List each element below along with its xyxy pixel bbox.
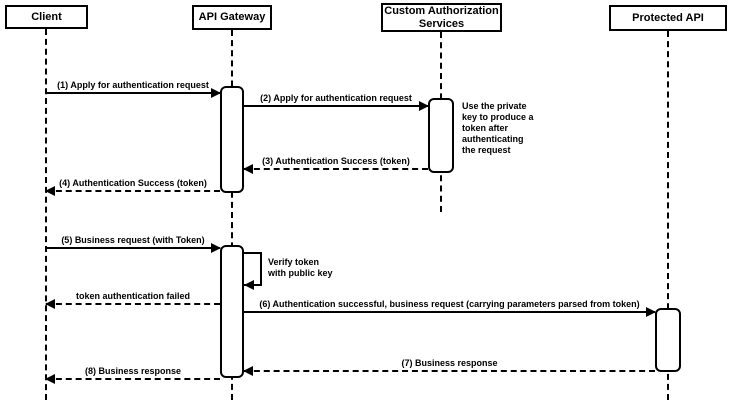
arrowhead-left-icon — [243, 164, 253, 174]
participant-protected-api — [609, 5, 727, 31]
activation-api-gateway-business — [220, 245, 244, 378]
note-line3: token after — [462, 123, 509, 133]
message-4-label: (4) Authentication Success (token) — [59, 178, 207, 188]
activation-custom-authorization-services — [428, 98, 454, 173]
arrowhead-right-icon — [211, 88, 221, 98]
message-8-line — [46, 378, 220, 380]
participant-client-label: Client — [31, 10, 62, 23]
arrowhead-left-icon — [45, 299, 55, 309]
message-5-line — [46, 247, 220, 249]
message-7-line — [244, 370, 655, 372]
message-7-label: (7) Business response — [401, 358, 498, 368]
participant-custom-authorization-services — [381, 3, 502, 32]
message-3-authentication-success — [244, 154, 428, 170]
message-1-line — [46, 92, 220, 94]
message-6-label: (6) Authentication successful, business request (carrying parameters parsed from token) — [259, 299, 640, 309]
participant-custom-auth-label-line1: Custom Authorization — [384, 4, 499, 17]
note-private-key — [462, 101, 534, 156]
message-4-authentication-success — [46, 176, 220, 192]
participant-api-gateway-label: API Gateway — [198, 11, 266, 23]
self-message-verify-token-label — [268, 257, 333, 279]
message-token-authentication-failed — [46, 289, 220, 305]
message-3-line — [244, 168, 428, 170]
arrowhead-right-icon — [646, 307, 656, 317]
message-2-line — [244, 105, 428, 107]
message-7-business-response — [244, 356, 655, 372]
message-8-label: (8) Business response — [84, 366, 182, 376]
message-failed-label: token authentication failed — [75, 291, 190, 301]
arrowhead-left-icon — [243, 366, 253, 376]
message-5-label: (5) Business request (with Token) — [61, 235, 205, 245]
message-6-line — [244, 311, 655, 313]
note-line1: Use the private — [462, 101, 527, 111]
activation-protected-api — [655, 308, 681, 372]
activation-api-gateway-auth — [220, 86, 244, 193]
arrowhead-left-icon — [45, 374, 55, 384]
arrowhead-left-icon — [45, 186, 55, 196]
message-failed-line — [46, 303, 220, 305]
participant-custom-auth-label-line2: Services — [418, 17, 465, 30]
participant-protected-api-label: Protected API — [632, 11, 704, 24]
note-line4: authenticating — [462, 134, 524, 144]
arrowhead-right-icon — [211, 243, 221, 253]
self-message-label-line2: with public key — [268, 268, 333, 278]
arrowhead-left-icon — [244, 280, 254, 290]
self-message-label-line1: Verify token — [268, 257, 320, 267]
message-1-apply-authentication — [46, 78, 220, 94]
message-2-label: (2) Apply for authentication request — [260, 93, 412, 103]
note-line5: the request — [462, 145, 511, 155]
participant-api-gateway — [192, 5, 272, 30]
message-4-line — [46, 190, 220, 192]
message-3-label: (3) Authentication Success (token) — [262, 156, 410, 166]
message-2-apply-authentication — [244, 91, 428, 107]
note-line2: key to produce a — [462, 112, 534, 122]
arrowhead-right-icon — [419, 101, 429, 111]
message-5-business-request — [46, 233, 220, 249]
message-6-authentication-successful-business-request — [244, 297, 655, 313]
message-1-label: (1) Apply for authentication request — [57, 80, 209, 90]
participant-client — [5, 5, 88, 29]
message-8-business-response — [46, 364, 220, 380]
